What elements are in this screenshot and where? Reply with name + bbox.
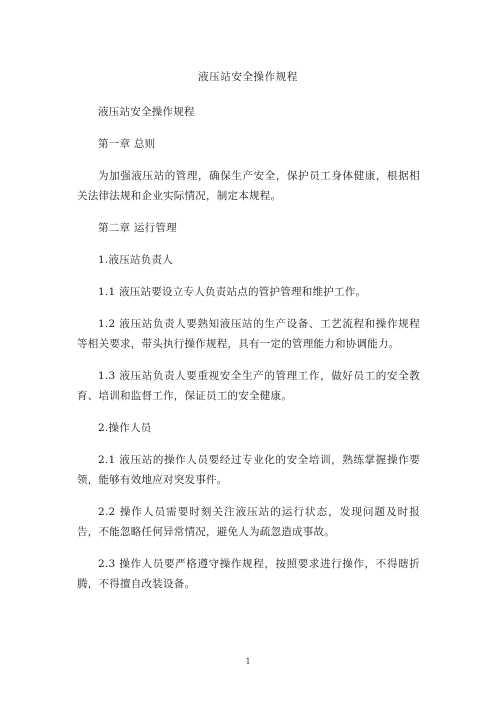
document-title: 液压站安全操作规程 — [198, 71, 298, 83]
chapter-1-heading: 第一章 总则 — [98, 138, 156, 150]
section-heading: 2.操作人员 — [98, 422, 152, 434]
paragraph: 1.1 液压站要设立专人负责站点的管护管理和维护工作。 — [98, 286, 367, 298]
paragraph-heading: 液压站安全操作规程 — [98, 106, 195, 118]
paragraph: 2.3 操作人员要严格遵守操作规程，按照要求进行操作，不得瞎折腾，不得擅自改装设备。 — [77, 558, 420, 590]
section-heading: 1.液压站负责人 — [98, 254, 174, 266]
chapter-2-heading: 第二章 运行管理 — [98, 222, 177, 234]
paragraph: 2.1 液压站的操作人员要经过专业化的安全培训，熟练掌握操作要领，能够有效地应对突发事件。 — [77, 454, 420, 486]
page-number: 1 — [245, 657, 251, 666]
paragraph: 1.2 液压站负责人要熟知液压站的生产设备、工艺流程和操作规程等相关要求，带头执行操作规程，具有一定的管理能力和协调能力。 — [77, 318, 420, 350]
paragraph: 为加强液压站的管理，确保生产安全，保护员工身体健康，根据相关法律法规和企业实际情况，制定本规程。 — [77, 170, 420, 202]
paragraph: 1.3 液压站负责人要重视安全生产的管理工作，做好员工的安全教育、培训和监督工作，保证员工的安全健康。 — [77, 370, 420, 402]
paragraph: 2.2 操作人员需要时刻关注液压站的运行状态，发现问题及时报告，不能忽略任何异常情况，避免人为疏忽造成事故。 — [77, 506, 420, 538]
document-body — [77, 102, 420, 606]
